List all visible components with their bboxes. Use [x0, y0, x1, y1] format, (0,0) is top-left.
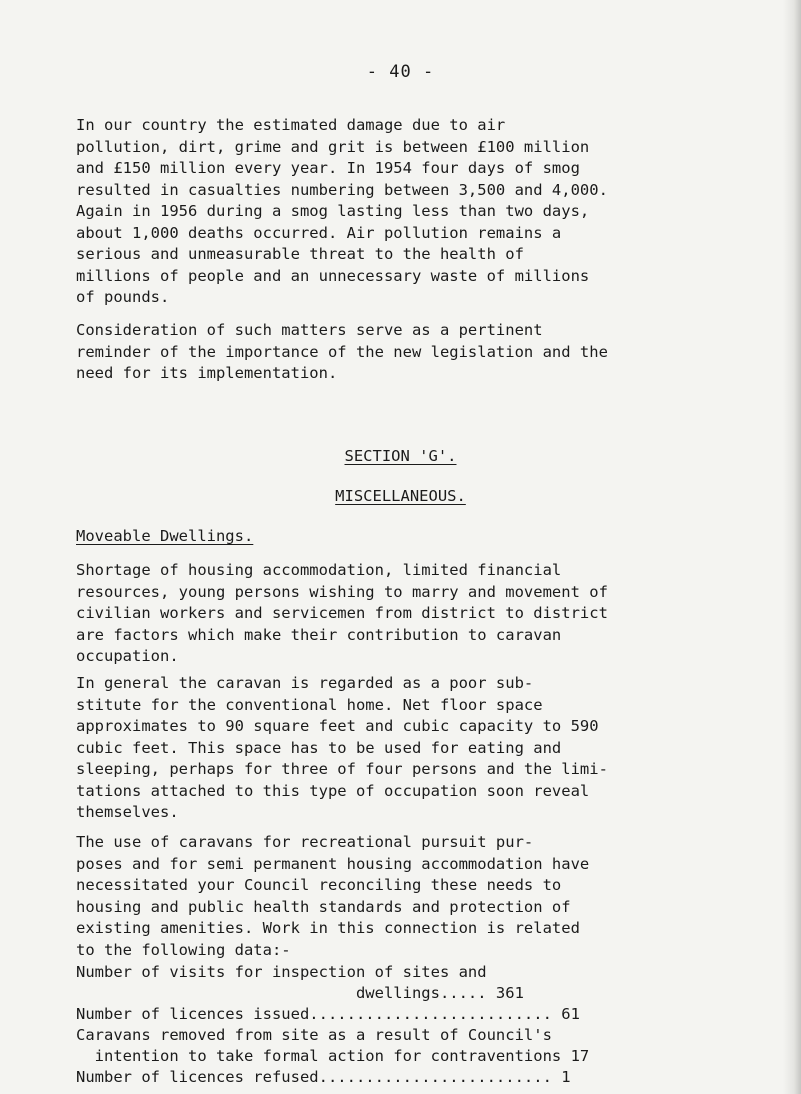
- overflow-guard: [0, 1083, 801, 1094]
- subheading-text: Moveable Dwellings.: [76, 527, 254, 545]
- paragraph-air-pollution: In our country the estimated damage due to air pollution, dirt, grime and grit is between £100 million and £150 million every year. In 1954 four days of smog resulted in casualties numbering between 3,500 and 4,000. Again in 1956 during a smog lasting less than two days, about 1,000 deaths occurred. Air pollution remains a serious and unmeasurable threat to the health of millions of people and an unnecessary waste of millions of pounds.: [76, 116, 608, 306]
- paragraph-housing-shortage: Shortage of housing accommodation, limited financial resources, young persons wishing to marry and movement of civilian workers and servicemen from district to district are factors which make their contribution to caravan occupation.: [76, 561, 608, 665]
- section-title-text: SECTION 'G'.: [344, 447, 457, 465]
- stat-row-visits-line1: Number of visits for inspection of sites and: [76, 963, 487, 981]
- stat-row-removed-line2: intention to take formal action for contraventions 17: [76, 1047, 590, 1065]
- stat-row-licences-issued: Number of licences issued.......................... 61: [76, 1005, 580, 1023]
- section-subtitle: [0, 486, 801, 507]
- paragraph-caravan-use: The use of caravans for recreational pursuit pur- poses and for semi permanent housing accommodation have necessitated your Council reconciling these needs to housing and public health standards and protection of existing amenities. Work in this connection is related to the following data:-: [76, 833, 590, 959]
- page-edge-shadow: [783, 0, 801, 1094]
- stat-row-licences-refused: Number of licences refused......................... 1: [76, 1068, 571, 1086]
- page-number: - 40 -: [366, 62, 435, 82]
- paragraph-caravan-substitute: In general the caravan is regarded as a poor sub- stitute for the conventional home. Net floor space approximates to 90 square feet and cubic capacity to 590 cubic feet. This space has to be used for eating and sleeping, perhaps for three of four persons and the limi- tations attached to this type of occupation soon reveal themselves.: [76, 674, 608, 821]
- section-subtitle-text: MISCELLANEOUS.: [335, 487, 466, 505]
- stat-row-removed-line1: Caravans removed from site as a result of Council's: [76, 1026, 552, 1044]
- section-title: [0, 446, 801, 467]
- stat-row-visits-line2: dwellings..... 361: [76, 984, 524, 1002]
- paragraph-legislation: Consideration of such matters serve as a pertinent reminder of the importance of the new legislation and the need for its implementation.: [76, 321, 608, 382]
- subheading-moveable-dwellings: [76, 526, 253, 547]
